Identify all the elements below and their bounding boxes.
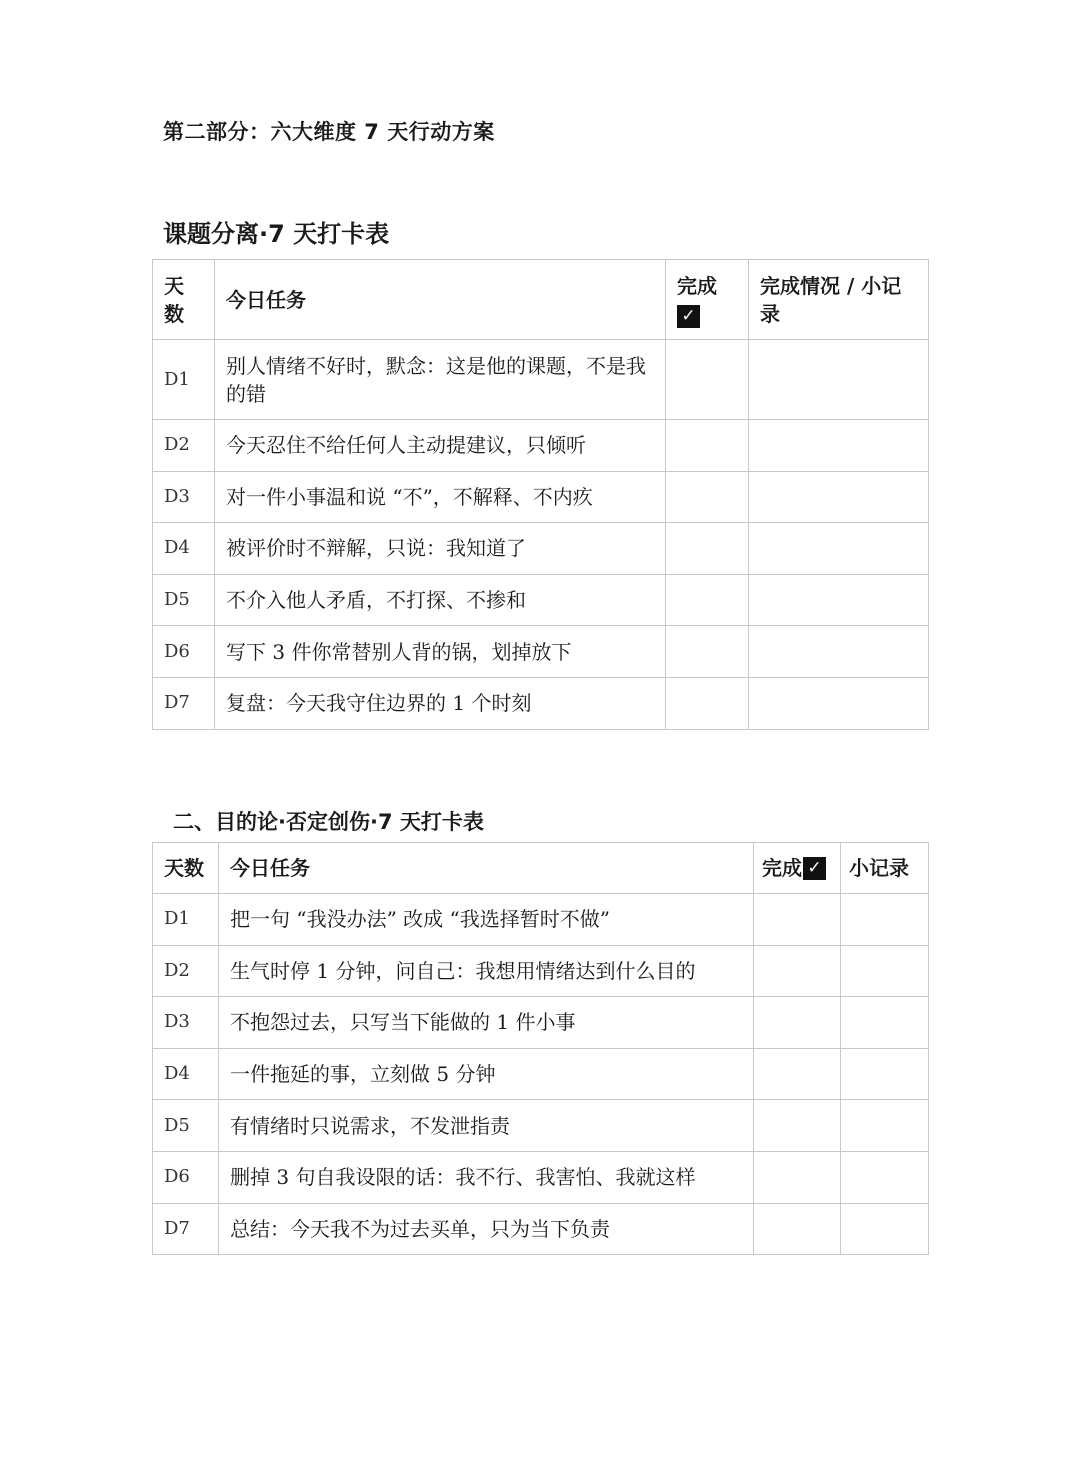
day-header <box>153 260 215 340</box>
task-header: 今日任务 <box>219 843 754 894</box>
done-cell[interactable] <box>666 677 749 729</box>
table-row <box>153 1100 929 1152</box>
done-header <box>666 260 749 340</box>
table-row <box>153 574 929 626</box>
task-cell: 复盘：今天我守住边界的 1 个时刻 <box>215 677 666 729</box>
day-header-line1: 天 <box>164 274 184 298</box>
task-cell: 别人情绪不好时，默念：这是他的课题，不是我的错 <box>215 340 666 420</box>
note-cell[interactable] <box>749 677 929 729</box>
note-cell[interactable] <box>749 626 929 678</box>
note-cell[interactable] <box>841 1203 929 1255</box>
table2-title: 二、目的论·否定创伤·7 天打卡表 <box>173 810 484 834</box>
note-header: 小记录 <box>841 843 929 894</box>
part-title: 第二部分：六大维度 7 天行动方案 <box>163 120 495 144</box>
checkmark-icon: ✓ <box>677 305 700 328</box>
done-cell[interactable] <box>666 420 749 472</box>
task-cell: 生气时停 1 分钟，问自己：我想用情绪达到什么目的 <box>219 945 754 997</box>
table2-checkin <box>152 842 929 1255</box>
table2-header-row <box>153 843 929 894</box>
note-cell[interactable] <box>749 471 929 523</box>
note-cell[interactable] <box>841 997 929 1049</box>
day-cell: D6 <box>153 1151 219 1203</box>
table-row <box>153 894 929 946</box>
table-row <box>153 1203 929 1255</box>
table-row <box>153 1151 929 1203</box>
day-cell: D2 <box>153 420 215 472</box>
task-cell: 写下 3 件你常替别人背的锅，划掉放下 <box>215 626 666 678</box>
day-cell: D5 <box>153 1100 219 1152</box>
task-cell: 不介入他人矛盾，不打探、不掺和 <box>215 574 666 626</box>
table-row <box>153 945 929 997</box>
day-cell: D6 <box>153 626 215 678</box>
table-row <box>153 626 929 678</box>
day-cell: D7 <box>153 677 215 729</box>
table-row <box>153 997 929 1049</box>
task-header: 今日任务 <box>215 260 666 340</box>
done-cell[interactable] <box>666 574 749 626</box>
table-row <box>153 340 929 420</box>
day-header-line2: 数 <box>164 302 184 326</box>
done-cell[interactable] <box>754 1100 841 1152</box>
note-cell[interactable] <box>841 1151 929 1203</box>
checkmark-icon: ✓ <box>803 857 826 880</box>
note-cell[interactable] <box>841 1048 929 1100</box>
day-cell: D1 <box>153 340 215 420</box>
table1-title: 课题分离·7 天打卡表 <box>163 220 390 248</box>
note-cell[interactable] <box>749 574 929 626</box>
note-cell[interactable] <box>749 340 929 420</box>
done-header-label: 完成 <box>762 856 802 880</box>
task-cell: 对一件小事温和说 “不”，不解释、不内疚 <box>215 471 666 523</box>
day-cell: D4 <box>153 523 215 575</box>
day-cell: D5 <box>153 574 215 626</box>
task-cell: 今天忍住不给任何人主动提建议，只倾听 <box>215 420 666 472</box>
done-cell[interactable] <box>666 626 749 678</box>
done-cell[interactable] <box>754 945 841 997</box>
note-cell[interactable] <box>841 894 929 946</box>
day-cell: D7 <box>153 1203 219 1255</box>
done-cell[interactable] <box>754 1151 841 1203</box>
table-row <box>153 523 929 575</box>
table1-checkin <box>152 259 929 730</box>
table1-header-row <box>153 260 929 340</box>
day-cell: D3 <box>153 471 215 523</box>
done-cell[interactable] <box>666 340 749 420</box>
note-cell[interactable] <box>841 1100 929 1152</box>
task-cell: 有情绪时只说需求，不发泄指责 <box>219 1100 754 1152</box>
done-cell[interactable] <box>754 894 841 946</box>
day-cell: D3 <box>153 997 219 1049</box>
task-cell: 一件拖延的事，立刻做 5 分钟 <box>219 1048 754 1100</box>
done-cell[interactable] <box>754 1048 841 1100</box>
task-cell: 总结：今天我不为过去买单，只为当下负责 <box>219 1203 754 1255</box>
table-row <box>153 1048 929 1100</box>
note-cell[interactable] <box>749 523 929 575</box>
task-cell: 删掉 3 句自我设限的话：我不行、我害怕、我就这样 <box>219 1151 754 1203</box>
done-cell[interactable] <box>754 997 841 1049</box>
day-cell: D4 <box>153 1048 219 1100</box>
day-cell: D1 <box>153 894 219 946</box>
task-cell: 被评价时不辩解，只说：我知道了 <box>215 523 666 575</box>
table-row <box>153 420 929 472</box>
note-cell[interactable] <box>749 420 929 472</box>
done-header <box>754 843 841 894</box>
done-cell[interactable] <box>754 1203 841 1255</box>
note-cell[interactable] <box>841 945 929 997</box>
task-cell: 不抱怨过去，只写当下能做的 1 件小事 <box>219 997 754 1049</box>
table-row <box>153 677 929 729</box>
task-cell: 把一句 “我没办法” 改成 “我选择暂时不做” <box>219 894 754 946</box>
table-row <box>153 471 929 523</box>
done-header-label: 完成 <box>677 274 717 298</box>
day-header: 天数 <box>153 843 219 894</box>
day-cell: D2 <box>153 945 219 997</box>
done-cell[interactable] <box>666 471 749 523</box>
done-cell[interactable] <box>666 523 749 575</box>
note-header: 完成情况 / 小记录 <box>749 260 929 340</box>
